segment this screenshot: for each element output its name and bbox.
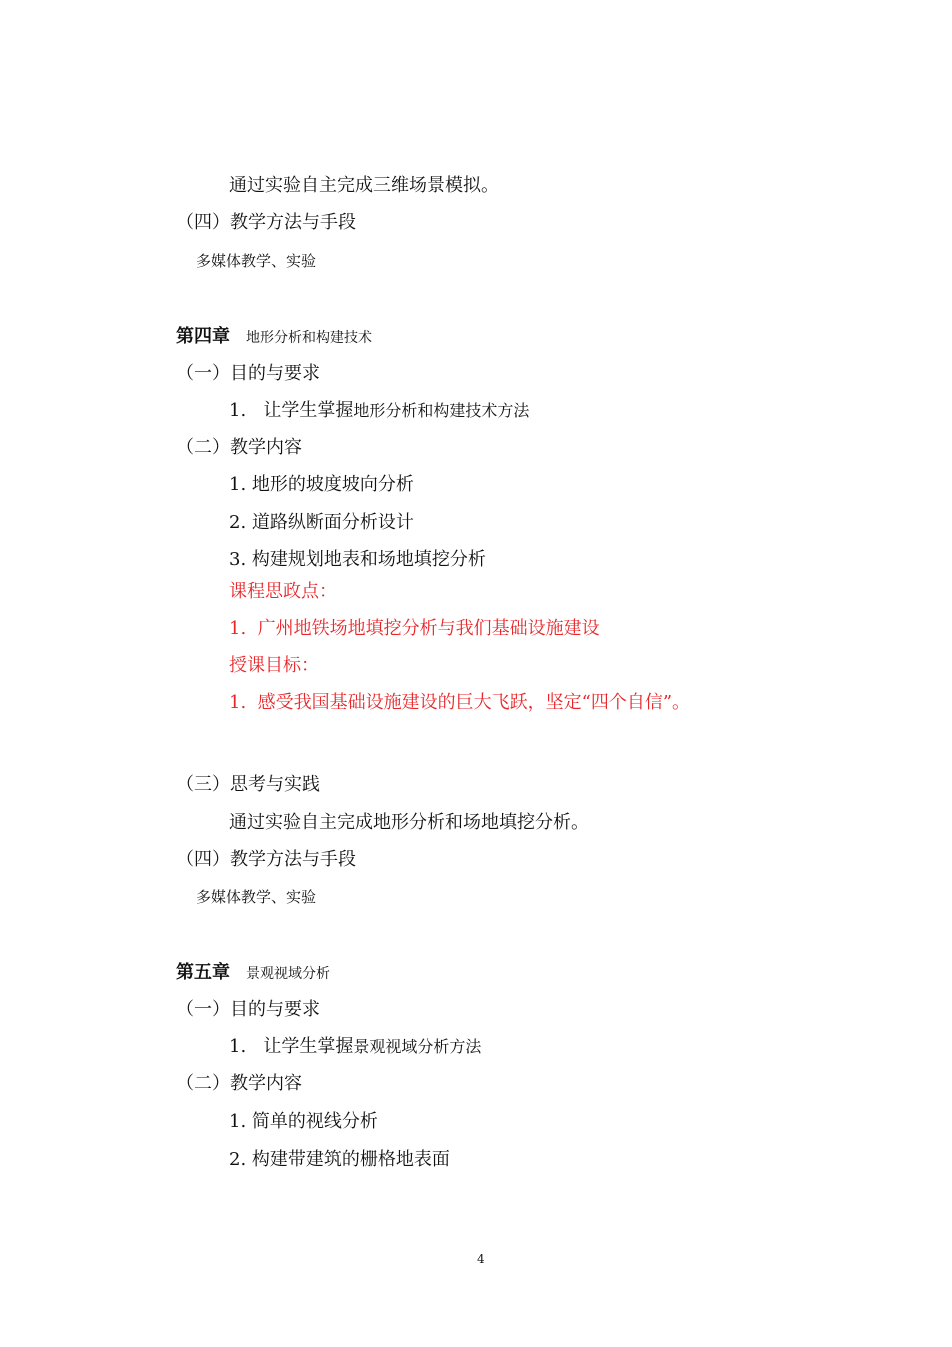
ch5-content-item: 2. 构建带建筑的栅格地表面 [229, 1149, 450, 1170]
ch4-target-item: 1. 感受我国基础设施建设的巨大飞跃，坚定“四个自信”。 [229, 692, 691, 713]
ch4-goal-prefix: 1. 让学生掌握 [229, 400, 354, 421]
ch4-ideology-heading: 课程思政点： [229, 581, 337, 602]
ch5-content-heading: （二）教学内容 [176, 1073, 302, 1094]
ch5-content-item: 1. 简单的视线分析 [229, 1111, 378, 1132]
ch4-target-heading: 授课目标： [229, 655, 319, 676]
ch5-goal-prefix: 1. 让学生掌握 [229, 1036, 354, 1057]
ch4-methods-text: 多媒体教学、实验 [196, 888, 317, 906]
ch3-methods-heading: （四）教学方法与手段 [176, 212, 356, 233]
ch4-goal-rest: 地形分析和构建技术方法 [353, 401, 530, 420]
ch4-practice-heading: （三）思考与实践 [176, 774, 320, 795]
ch5-goal-item [229, 1038, 481, 1056]
ch4-content-item: 3. 构建规划地表和场地填挖分析 [229, 549, 486, 570]
ch4-content-item: 1. 地形的坡度坡向分析 [229, 474, 414, 495]
ch4-heading [176, 328, 372, 346]
ch5-goal-rest: 景观视域分析方法 [353, 1037, 482, 1056]
ch4-methods-heading: （四）教学方法与手段 [176, 849, 356, 870]
ch5-heading [176, 964, 330, 982]
ch4-label: 第四章 [176, 326, 230, 347]
ch4-title: 地形分析和构建技术 [246, 330, 372, 346]
ch5-label: 第五章 [176, 962, 230, 983]
ch4-content-item: 2. 道路纵断面分析设计 [229, 512, 414, 533]
ch3-practice-text: 通过实验自主完成三维场景模拟。 [229, 175, 499, 196]
ch4-practice-text: 通过实验自主完成地形分析和场地填挖分析。 [229, 812, 589, 833]
ch4-goals-heading: （一）目的与要求 [176, 363, 320, 384]
ch4-content-heading: （二）教学内容 [176, 437, 302, 458]
ch3-methods-text: 多媒体教学、实验 [196, 252, 317, 270]
page-number: 4 [477, 1252, 485, 1266]
ch5-title: 景观视域分析 [246, 966, 330, 982]
ch5-goals-heading: （一）目的与要求 [176, 999, 320, 1020]
ch4-ideology-item: 1. 广州地铁场地填挖分析与我们基础设施建设 [229, 618, 600, 639]
ch4-goal-item [229, 402, 529, 420]
